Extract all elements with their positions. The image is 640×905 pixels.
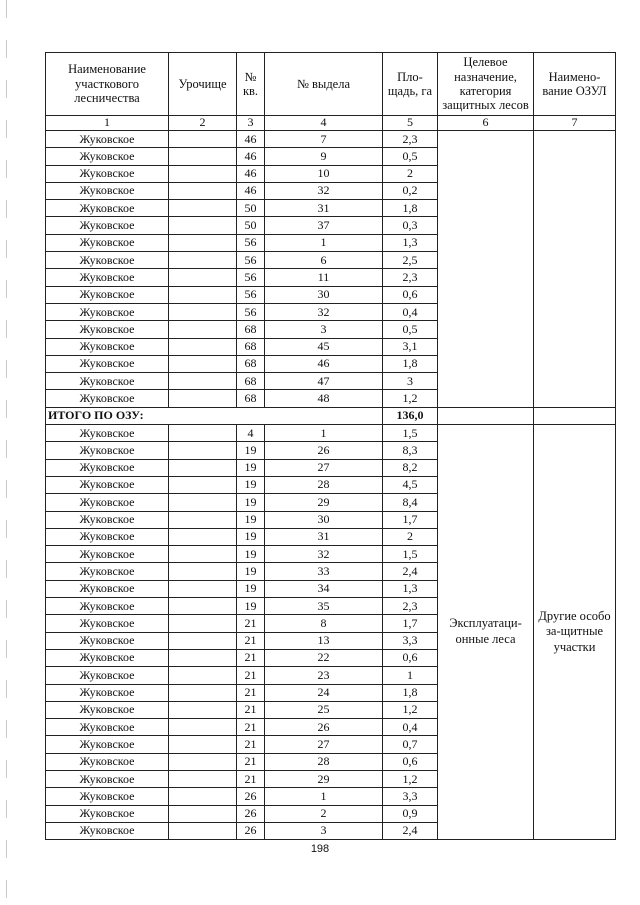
quarter-cell: 68 (237, 390, 265, 407)
area-cell: 2,4 (383, 822, 438, 839)
forestry-cell: Жуковское (46, 321, 169, 338)
area-cell: 0,6 (383, 286, 438, 303)
forestry-cell: Жуковское (46, 736, 169, 753)
area-cell: 2,5 (383, 252, 438, 269)
area-cell: 8,4 (383, 494, 438, 511)
forestry-cell: Жуковское (46, 303, 169, 320)
page-number: 198 (310, 843, 330, 855)
allotment-cell: 23 (265, 667, 383, 684)
forestry-cell: Жуковское (46, 355, 169, 372)
allotment-cell: 27 (265, 736, 383, 753)
forestry-cell: Жуковское (46, 511, 169, 528)
allotment-cell: 33 (265, 563, 383, 580)
quarter-cell: 21 (237, 615, 265, 632)
quarter-cell: 19 (237, 580, 265, 597)
tract-cell (169, 303, 237, 320)
quarter-cell: 56 (237, 303, 265, 320)
quarter-cell: 21 (237, 701, 265, 718)
allotment-cell: 30 (265, 511, 383, 528)
area-cell: 0,5 (383, 148, 438, 165)
tract-cell (169, 546, 237, 563)
tract-cell (169, 615, 237, 632)
tract-cell (169, 373, 237, 390)
area-cell: 8,2 (383, 459, 438, 476)
quarter-cell: 19 (237, 511, 265, 528)
area-cell: 3 (383, 373, 438, 390)
forestry-cell: Жуковское (46, 494, 169, 511)
area-cell: 4,5 (383, 476, 438, 493)
allotment-cell: 29 (265, 494, 383, 511)
allotment-cell: 11 (265, 269, 383, 286)
header-number: 7 (534, 116, 616, 131)
header-number: 6 (438, 116, 534, 131)
tract-cell (169, 182, 237, 199)
allotment-cell: 22 (265, 649, 383, 666)
tract-cell (169, 355, 237, 372)
tract-cell (169, 234, 237, 251)
quarter-cell: 21 (237, 719, 265, 736)
table-row (46, 425, 616, 442)
tract-cell (169, 200, 237, 217)
area-cell: 0,5 (383, 321, 438, 338)
forestry-cell: Жуковское (46, 286, 169, 303)
area-cell: 2 (383, 528, 438, 545)
area-cell: 8,3 (383, 442, 438, 459)
quarter-cell: 19 (237, 442, 265, 459)
forestry-cell: Жуковское (46, 805, 169, 822)
forestry-cell: Жуковское (46, 701, 169, 718)
header-number: 5 (383, 116, 438, 131)
ozul-cell: Другие особо за-щитные участки (534, 425, 616, 840)
header-number: 1 (46, 116, 169, 131)
tract-cell (169, 286, 237, 303)
allotment-cell: 8 (265, 615, 383, 632)
allotment-cell: 24 (265, 684, 383, 701)
quarter-cell: 19 (237, 459, 265, 476)
quarter-cell: 19 (237, 476, 265, 493)
allotment-cell: 32 (265, 546, 383, 563)
tract-cell (169, 252, 237, 269)
quarter-cell: 21 (237, 753, 265, 770)
allotment-cell: 1 (265, 234, 383, 251)
total-area: 136,0 (383, 407, 438, 424)
purpose-cell (438, 131, 534, 408)
allotment-cell: 46 (265, 355, 383, 372)
allotment-cell: 3 (265, 321, 383, 338)
area-cell: 1,7 (383, 511, 438, 528)
forestry-cell: Жуковское (46, 615, 169, 632)
quarter-cell: 46 (237, 182, 265, 199)
quarter-cell: 19 (237, 528, 265, 545)
allotment-cell: 31 (265, 528, 383, 545)
tract-cell (169, 476, 237, 493)
allotment-cell: 26 (265, 719, 383, 736)
quarter-cell: 56 (237, 252, 265, 269)
area-cell: 2,3 (383, 131, 438, 148)
allotment-cell: 25 (265, 701, 383, 718)
allotment-cell: 2 (265, 805, 383, 822)
total-row (46, 407, 616, 424)
tract-cell (169, 667, 237, 684)
area-cell: 0,6 (383, 753, 438, 770)
quarter-cell: 26 (237, 805, 265, 822)
area-cell: 3,3 (383, 788, 438, 805)
allotment-cell: 29 (265, 770, 383, 787)
quarter-cell: 26 (237, 822, 265, 839)
tract-cell (169, 598, 237, 615)
quarter-cell: 46 (237, 148, 265, 165)
area-cell: 3,3 (383, 632, 438, 649)
area-cell: 0,4 (383, 303, 438, 320)
header-tract: Урочище (169, 53, 237, 116)
allotment-cell: 45 (265, 338, 383, 355)
quarter-cell: 68 (237, 338, 265, 355)
tract-cell (169, 770, 237, 787)
forestry-cell: Жуковское (46, 476, 169, 493)
allotment-cell: 32 (265, 303, 383, 320)
forestry-cell: Жуковское (46, 667, 169, 684)
allotment-cell: 13 (265, 632, 383, 649)
allotment-cell: 34 (265, 580, 383, 597)
allotment-cell: 37 (265, 217, 383, 234)
ozul-cell (534, 131, 616, 408)
tract-cell (169, 148, 237, 165)
allotment-cell: 30 (265, 286, 383, 303)
forestry-cell: Жуковское (46, 598, 169, 615)
total-label: ИТОГО ПО ОЗУ: (46, 407, 383, 424)
allotment-cell: 10 (265, 165, 383, 182)
forestry-cell: Жуковское (46, 200, 169, 217)
allotment-cell: 35 (265, 598, 383, 615)
allotment-cell: 1 (265, 425, 383, 442)
allotment-cell: 1 (265, 788, 383, 805)
allotment-cell: 9 (265, 148, 383, 165)
forestry-cell: Жуковское (46, 148, 169, 165)
header-allotment: № выдела (265, 53, 383, 116)
tract-cell (169, 494, 237, 511)
forestry-cell: Жуковское (46, 182, 169, 199)
quarter-cell: 50 (237, 217, 265, 234)
forestry-cell: Жуковское (46, 822, 169, 839)
quarter-cell: 21 (237, 667, 265, 684)
area-cell: 3,1 (383, 338, 438, 355)
area-cell: 0,2 (383, 182, 438, 199)
tract-cell (169, 131, 237, 148)
tract-cell (169, 684, 237, 701)
table-row (46, 131, 616, 148)
quarter-cell: 19 (237, 494, 265, 511)
forestry-cell: Жуковское (46, 788, 169, 805)
allotment-cell: 32 (265, 182, 383, 199)
forestry-cell: Жуковское (46, 770, 169, 787)
allotment-cell: 26 (265, 442, 383, 459)
area-cell: 1,2 (383, 701, 438, 718)
tract-cell (169, 338, 237, 355)
forestry-cell: Жуковское (46, 252, 169, 269)
tract-cell (169, 217, 237, 234)
tract-cell (169, 390, 237, 407)
page-edge-mark (6, 0, 7, 905)
area-cell: 0,7 (383, 736, 438, 753)
area-cell: 1,8 (383, 200, 438, 217)
tract-cell (169, 511, 237, 528)
quarter-cell: 56 (237, 286, 265, 303)
allotment-cell: 3 (265, 822, 383, 839)
quarter-cell: 21 (237, 684, 265, 701)
tract-cell (169, 719, 237, 736)
area-cell: 1,5 (383, 425, 438, 442)
forestry-cell: Жуковское (46, 719, 169, 736)
quarter-cell: 46 (237, 131, 265, 148)
area-cell: 1,8 (383, 355, 438, 372)
area-cell: 2,4 (383, 563, 438, 580)
header-number-row (46, 116, 616, 131)
allotment-cell: 47 (265, 373, 383, 390)
tract-cell (169, 701, 237, 718)
area-cell: 0,4 (383, 719, 438, 736)
area-cell: 1,3 (383, 234, 438, 251)
tract-cell (169, 649, 237, 666)
area-cell: 0,6 (383, 649, 438, 666)
tract-cell (169, 165, 237, 182)
tract-cell (169, 805, 237, 822)
quarter-cell: 4 (237, 425, 265, 442)
forestry-cell: Жуковское (46, 459, 169, 476)
area-cell: 1,7 (383, 615, 438, 632)
header-row (46, 53, 616, 116)
quarter-cell: 21 (237, 632, 265, 649)
header-area: Пло-щадь, га (383, 53, 438, 116)
area-cell: 0,3 (383, 217, 438, 234)
header-forestry: Наименование участкового лесничества (46, 53, 169, 116)
tract-cell (169, 753, 237, 770)
forestry-cell: Жуковское (46, 753, 169, 770)
quarter-cell: 50 (237, 200, 265, 217)
tract-cell (169, 321, 237, 338)
forestry-cell: Жуковское (46, 580, 169, 597)
purpose-cell: Эксплуатаци-онные леса (438, 425, 534, 840)
area-cell: 2 (383, 165, 438, 182)
header-number: 4 (265, 116, 383, 131)
forestry-cell: Жуковское (46, 442, 169, 459)
forestry-cell: Жуковское (46, 269, 169, 286)
tract-cell (169, 632, 237, 649)
ozul-cell (534, 407, 616, 424)
quarter-cell: 21 (237, 736, 265, 753)
forestry-cell: Жуковское (46, 373, 169, 390)
quarter-cell: 46 (237, 165, 265, 182)
quarter-cell: 21 (237, 649, 265, 666)
forestry-cell: Жуковское (46, 131, 169, 148)
quarter-cell: 19 (237, 563, 265, 580)
forestry-cell: Жуковское (46, 338, 169, 355)
purpose-cell (438, 407, 534, 424)
area-cell: 1,2 (383, 390, 438, 407)
tract-cell (169, 580, 237, 597)
forestry-cell: Жуковское (46, 684, 169, 701)
tract-cell (169, 822, 237, 839)
area-cell: 2,3 (383, 598, 438, 615)
header-number: 3 (237, 116, 265, 131)
tract-cell (169, 736, 237, 753)
allotment-cell: 28 (265, 753, 383, 770)
allotment-cell: 31 (265, 200, 383, 217)
header-quarter: № кв. (237, 53, 265, 116)
tract-cell (169, 528, 237, 545)
forestry-cell: Жуковское (46, 632, 169, 649)
quarter-cell: 19 (237, 598, 265, 615)
area-cell: 0,9 (383, 805, 438, 822)
forestry-cell: Жуковское (46, 563, 169, 580)
area-cell: 1,8 (383, 684, 438, 701)
quarter-cell: 56 (237, 269, 265, 286)
quarter-cell: 21 (237, 770, 265, 787)
quarter-cell: 68 (237, 321, 265, 338)
forestry-cell: Жуковское (46, 528, 169, 545)
allotment-cell: 28 (265, 476, 383, 493)
area-cell: 2,3 (383, 269, 438, 286)
forestry-cell: Жуковское (46, 390, 169, 407)
forestry-cell: Жуковское (46, 425, 169, 442)
forestry-cell: Жуковское (46, 217, 169, 234)
tract-cell (169, 425, 237, 442)
forestry-cell: Жуковское (46, 649, 169, 666)
header-purpose: Целевое назначение, категория защитных лесов (438, 53, 534, 116)
allotment-cell: 48 (265, 390, 383, 407)
header-ozul: Наимено-вание ОЗУЛ (534, 53, 616, 116)
quarter-cell: 19 (237, 546, 265, 563)
allotment-cell: 7 (265, 131, 383, 148)
tract-cell (169, 788, 237, 805)
area-cell: 1,2 (383, 770, 438, 787)
area-cell: 1 (383, 667, 438, 684)
quarter-cell: 56 (237, 234, 265, 251)
quarter-cell: 26 (237, 788, 265, 805)
tract-cell (169, 459, 237, 476)
header-number: 2 (169, 116, 237, 131)
allotment-cell: 27 (265, 459, 383, 476)
tract-cell (169, 269, 237, 286)
tract-cell (169, 442, 237, 459)
quarter-cell: 68 (237, 373, 265, 390)
area-cell: 1,5 (383, 546, 438, 563)
forest-plots-table (45, 52, 616, 840)
area-cell: 1,3 (383, 580, 438, 597)
tract-cell (169, 563, 237, 580)
forestry-cell: Жуковское (46, 234, 169, 251)
quarter-cell: 68 (237, 355, 265, 372)
forestry-cell: Жуковское (46, 165, 169, 182)
allotment-cell: 6 (265, 252, 383, 269)
forestry-cell: Жуковское (46, 546, 169, 563)
